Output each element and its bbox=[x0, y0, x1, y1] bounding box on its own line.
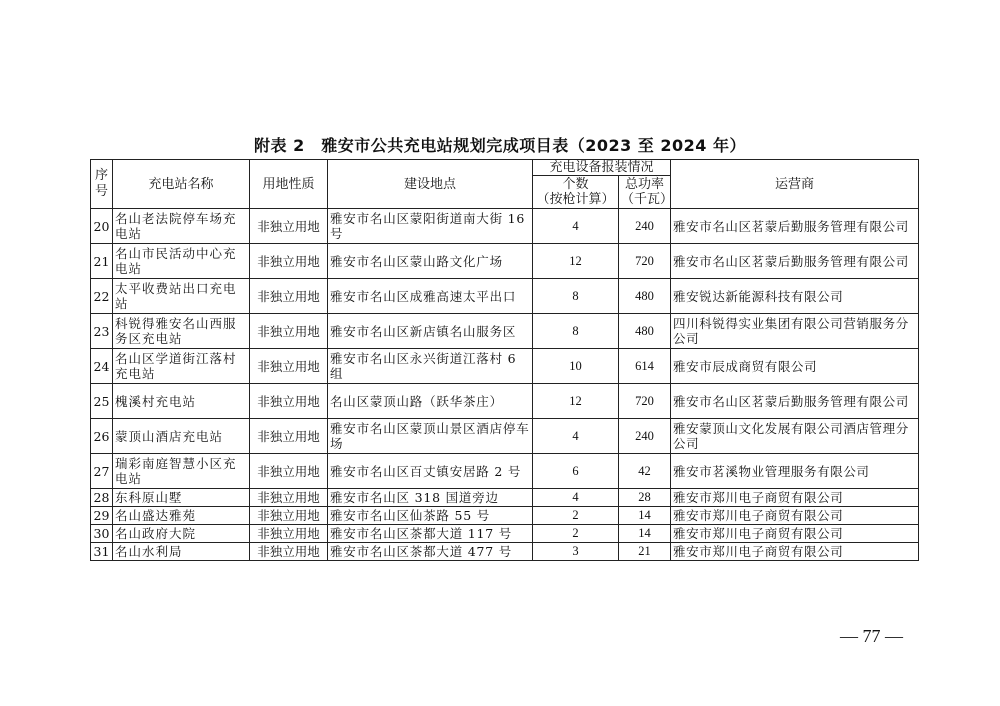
cell-name: 科锐得雅安名山西服务区充电站 bbox=[113, 314, 250, 349]
cell-name: 瑞彩南庭智慧小区充电站 bbox=[113, 454, 250, 489]
cell-operator: 雅安市辰成商贸有限公司 bbox=[671, 349, 919, 384]
cell-land: 非独立用地 bbox=[250, 244, 328, 279]
header-name: 充电站名称 bbox=[113, 160, 250, 209]
cell-no: 30 bbox=[91, 525, 113, 543]
cell-power: 240 bbox=[619, 419, 671, 454]
cell-land: 非独立用地 bbox=[250, 349, 328, 384]
cell-location: 雅安市名山区蒙顶山景区酒店停车场 bbox=[328, 419, 533, 454]
table-row bbox=[91, 314, 919, 349]
cell-power: 42 bbox=[619, 454, 671, 489]
cell-operator: 雅安市郑川电子商贸有限公司 bbox=[671, 507, 919, 525]
table-row bbox=[91, 454, 919, 489]
cell-count: 10 bbox=[533, 349, 619, 384]
cell-power: 28 bbox=[619, 489, 671, 507]
cell-name: 太平收费站出口充电站 bbox=[113, 279, 250, 314]
header-land: 用地性质 bbox=[250, 160, 328, 209]
cell-name: 蒙顶山酒店充电站 bbox=[113, 419, 250, 454]
cell-count: 4 bbox=[533, 209, 619, 244]
cell-operator: 雅安市名山区茗蒙后勤服务管理有限公司 bbox=[671, 244, 919, 279]
cell-count: 12 bbox=[533, 384, 619, 419]
cell-operator: 四川科锐得实业集团有限公司营销服务分公司 bbox=[671, 314, 919, 349]
cell-operator: 雅安市郑川电子商贸有限公司 bbox=[671, 525, 919, 543]
cell-power: 240 bbox=[619, 209, 671, 244]
cell-no: 27 bbox=[91, 454, 113, 489]
cell-count: 2 bbox=[533, 507, 619, 525]
cell-location: 雅安市名山区蒙阳街道南大街 16 号 bbox=[328, 209, 533, 244]
header-power bbox=[619, 176, 674, 209]
cell-count: 2 bbox=[533, 525, 619, 543]
cell-count: 4 bbox=[533, 489, 619, 507]
cell-power: 14 bbox=[619, 525, 671, 543]
cell-land: 非独立用地 bbox=[250, 209, 328, 244]
cell-power: 614 bbox=[619, 349, 671, 384]
cell-name: 名山政府大院 bbox=[113, 525, 250, 543]
cell-land: 非独立用地 bbox=[250, 543, 328, 561]
cell-location: 雅安市名山区蒙山路文化广场 bbox=[328, 244, 533, 279]
cell-count: 4 bbox=[533, 419, 619, 454]
cell-name: 东科原山墅 bbox=[113, 489, 250, 507]
cell-power: 480 bbox=[619, 279, 671, 314]
cell-land: 非独立用地 bbox=[250, 384, 328, 419]
cell-land: 非独立用地 bbox=[250, 314, 328, 349]
cell-operator: 雅安锐达新能源科技有限公司 bbox=[671, 279, 919, 314]
cell-count: 3 bbox=[533, 543, 619, 561]
page-title: 附表 2 雅安市公共充电站规划完成项目表（2023 至 2024 年） bbox=[254, 136, 746, 155]
cell-land: 非独立用地 bbox=[250, 489, 328, 507]
cell-name: 名山水利局 bbox=[113, 543, 250, 561]
cell-no: 25 bbox=[91, 384, 113, 419]
cell-name: 名山市民活动中心充电站 bbox=[113, 244, 250, 279]
header-count-line2: （按枪计算） bbox=[536, 192, 615, 207]
cell-count: 6 bbox=[533, 454, 619, 489]
cell-no: 22 bbox=[91, 279, 113, 314]
table-row bbox=[91, 525, 919, 543]
cell-name: 名山区学道街江落村充电站 bbox=[113, 349, 250, 384]
cell-name: 名山盛达雅苑 bbox=[113, 507, 250, 525]
header-operator: 运营商 bbox=[671, 160, 919, 209]
cell-no: 23 bbox=[91, 314, 113, 349]
header-count-line1: 个数 bbox=[562, 177, 589, 192]
cell-land: 非独立用地 bbox=[250, 507, 328, 525]
cell-no: 20 bbox=[91, 209, 113, 244]
header-row bbox=[91, 160, 919, 176]
cell-no: 24 bbox=[91, 349, 113, 384]
cell-operator: 雅安市名山区茗蒙后勤服务管理有限公司 bbox=[671, 209, 919, 244]
cell-land: 非独立用地 bbox=[250, 454, 328, 489]
cell-power: 720 bbox=[619, 384, 671, 419]
table-row bbox=[91, 244, 919, 279]
cell-location: 雅安市名山区成雅高速太平出口 bbox=[328, 279, 533, 314]
cell-no: 28 bbox=[91, 489, 113, 507]
cell-name: 槐溪村充电站 bbox=[113, 384, 250, 419]
cell-operator: 雅安蒙顶山文化发展有限公司酒店管理分公司 bbox=[671, 419, 919, 454]
cell-count: 8 bbox=[533, 314, 619, 349]
cell-location: 名山区蒙顶山路（跃华茶庄） bbox=[328, 384, 533, 419]
cell-location: 雅安市名山区仙茶路 55 号 bbox=[328, 507, 533, 525]
cell-operator: 雅安市郑川电子商贸有限公司 bbox=[671, 489, 919, 507]
cell-land: 非独立用地 bbox=[250, 525, 328, 543]
header-power-line2: （千瓦） bbox=[621, 192, 674, 207]
cell-power: 720 bbox=[619, 244, 671, 279]
cell-location: 雅安市名山区百丈镇安居路 2 号 bbox=[328, 454, 533, 489]
table-row bbox=[91, 507, 919, 525]
header-location: 建设地点 bbox=[328, 160, 533, 209]
table-row bbox=[91, 419, 919, 454]
cell-location: 雅安市名山区茶都大道 477 号 bbox=[328, 543, 533, 561]
cell-operator: 雅安市名山区茗蒙后勤服务管理有限公司 bbox=[671, 384, 919, 419]
table-row bbox=[91, 384, 919, 419]
cell-land: 非独立用地 bbox=[250, 279, 328, 314]
header-equipment-group: 充电设备报装情况 bbox=[533, 160, 671, 176]
table-row bbox=[91, 489, 919, 507]
cell-name: 名山老法院停车场充电站 bbox=[113, 209, 250, 244]
cell-power: 480 bbox=[619, 314, 671, 349]
table-row bbox=[91, 349, 919, 384]
cell-location: 雅安市名山区永兴街道江落村 6 组 bbox=[328, 349, 533, 384]
header-seq: 序号 bbox=[91, 160, 113, 209]
header-power-line1: 总功率 bbox=[625, 177, 665, 192]
table-row bbox=[91, 279, 919, 314]
cell-no: 29 bbox=[91, 507, 113, 525]
cell-location: 雅安市名山区茶都大道 117 号 bbox=[328, 525, 533, 543]
cell-location: 雅安市名山区新店镇名山服务区 bbox=[328, 314, 533, 349]
cell-power: 14 bbox=[619, 507, 671, 525]
cell-no: 31 bbox=[91, 543, 113, 561]
table-row bbox=[91, 209, 919, 244]
cell-no: 26 bbox=[91, 419, 113, 454]
cell-location: 雅安市名山区 318 国道旁边 bbox=[328, 489, 533, 507]
cell-no: 21 bbox=[91, 244, 113, 279]
header-count bbox=[533, 176, 619, 209]
charging-station-table bbox=[90, 159, 919, 561]
table-row bbox=[91, 543, 919, 561]
cell-operator: 雅安市茗溪物业管理服务有限公司 bbox=[671, 454, 919, 489]
cell-power: 21 bbox=[619, 543, 671, 561]
cell-count: 12 bbox=[533, 244, 619, 279]
cell-operator: 雅安市郑川电子商贸有限公司 bbox=[671, 543, 919, 561]
page-number: — 77 — bbox=[840, 626, 903, 646]
cell-land: 非独立用地 bbox=[250, 419, 328, 454]
cell-count: 8 bbox=[533, 279, 619, 314]
